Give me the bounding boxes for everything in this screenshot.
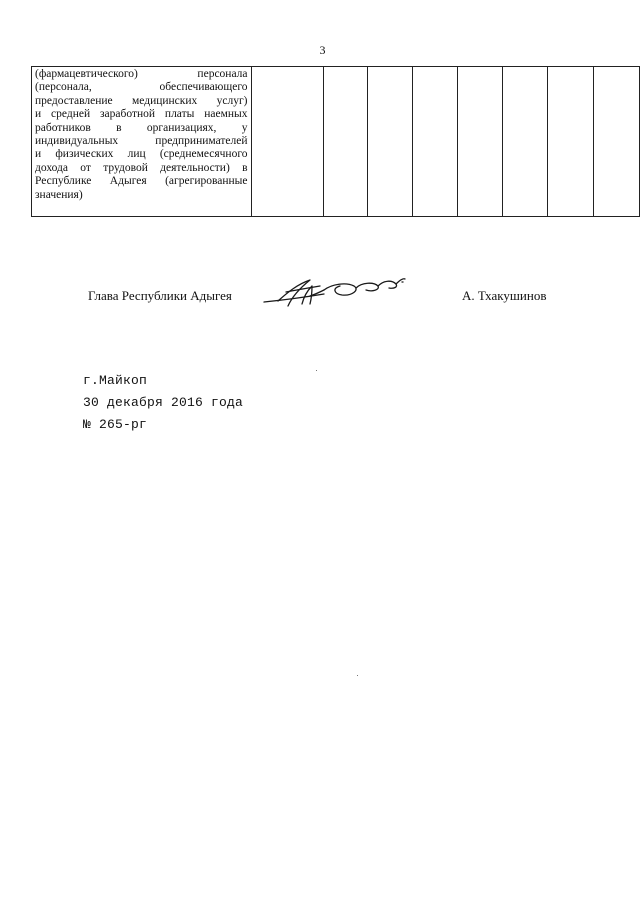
indicator-table bbox=[31, 66, 640, 217]
value-cell bbox=[593, 67, 639, 217]
value-cell bbox=[458, 67, 503, 217]
table-row bbox=[32, 67, 640, 217]
value-cell bbox=[503, 67, 548, 217]
handwritten-signature bbox=[262, 270, 412, 310]
indicator-line: индивидуальных предпринимателей bbox=[35, 135, 248, 148]
scan-speck bbox=[357, 675, 358, 676]
indicator-line: предоставление медицинских услуг) bbox=[35, 94, 248, 107]
indicator-line: (персонала, обеспечивающего bbox=[35, 81, 248, 94]
value-cell bbox=[251, 67, 324, 217]
issuance-place: г.Майкоп bbox=[83, 373, 148, 388]
value-cell bbox=[367, 67, 412, 217]
document-number: № 265-рг bbox=[83, 417, 148, 432]
indicator-line: значения) bbox=[35, 188, 83, 201]
indicator-line: и средней заработной платы наемных bbox=[35, 108, 248, 121]
value-cell bbox=[548, 67, 593, 217]
signatory-title: Глава Республики Адыгея bbox=[88, 288, 232, 303]
value-cell bbox=[412, 67, 457, 217]
indicator-line: (фармацевтического) персонала bbox=[35, 68, 248, 80]
page-number: 3 bbox=[319, 43, 326, 57]
indicator-description-cell bbox=[32, 67, 252, 217]
value-cell bbox=[324, 67, 367, 217]
issuance-date: 30 декабря 2016 года bbox=[83, 395, 244, 410]
indicator-line: Республике Адыгея (агрегированные bbox=[35, 175, 248, 188]
indicator-line: дохода от трудовой деятельности) в bbox=[35, 161, 248, 174]
signatory-name: А. Тхакушинов bbox=[462, 288, 547, 303]
indicator-line: работников в организациях, у bbox=[35, 121, 248, 134]
scan-speck bbox=[316, 370, 317, 371]
indicator-line: и физических лиц (среднемесячного bbox=[35, 148, 248, 161]
